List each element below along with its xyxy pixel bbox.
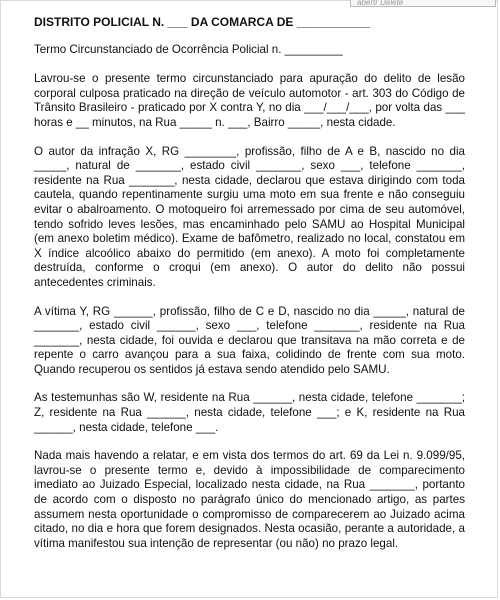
paragraph-author-statement: O autor da infração X, RG ________, profissão, filho de A e B, nascido no dia _____, natural de _______, estado civil _______, sexo ___, telefone _______, residente na Rua _______, nesta cidade, declarou que estava dirigindo com toda cautela, quando repentinamente surgiu uma moto em sua frente e não conseguiu evitar o abalroamento. O motoqueiro foi arremessado por cima de seu automóvel, tendo sofrido leves lesões, mas encaminhado pelo SAMU ao Hospital Municipal (em anexo boletim médico). Exame de bafômetro, realizado no local, constatou em X índice alcoólico abaixo do permitido (em anexo). A moto foi completamente destruída, conforme o croqui (em anexo). O autor do delito não possui antecedentes criminais. [34,144,465,289]
document-heading: DISTRITO POLICIAL N. ___ DA COMARCA DE ___________ [34,15,371,29]
top-tab-label: abertr Delete [357,0,404,7]
paragraph-witnesses: As testemunhas são W, residente na Rua ______, nesta cidade, telefone _______; Z, residente na Rua ______, nesta cidade, telefone ___; e K, residente na Rua ______, nesta cidade, telefone ___. [34,391,465,434]
paragraph-intro: Lavrou-se o presente termo circunstanciado para apuração do delito de lesão corporal culposa praticado na direção de veículo automotor - art. 303 do Código de Trânsito Brasileiro - praticado por X contra Y, no dia ___/___/___, por volta das ___ horas e __ minutos, na Rua _____ n. ___, Bairro _____, nesta cidade. [34,72,465,129]
paragraph-closing: Nada mais havendo a relatar, e em vista dos termos do art. 69 da Lei n. 9.099/95, lavrou-se o presente termo e, devido à impossibilidade de comparecimento imediato ao Juizado Especial, localizado nesta cidade, na Rua _______, portanto de acordo com o disposto no parágrafo único do mencionado artigo, as partes assumem nesta oportunidade o compromisso de comparecerem ao Juizado acima citado, no dia e hora que forem designados. Nesta ocasião, perante a autoridade, a vítima manifestou sua intenção de representar (ou não) no prazo legal. [34,449,465,550]
term-number-line: Termo Circunstanciado de Ocorrência Policial n. _________ [34,42,343,56]
paragraph-victim-statement: A vítima Y, RG ______, profissão, filho de C e D, nascido no dia _____, natural de _______, estado civil ______, sexo ___, telefone _______, residente na Rua _______, nesta cidade, foi ouvida e declarou que transitava na mão correta e de repente o carro avançou para a sua faixa, colidindo de frente com sua moto. Quando recuperou os sentidos já estava sendo atendido pelo SAMU. [34,304,465,376]
document-body [34,15,465,565]
top-tab[interactable] [350,0,496,7]
